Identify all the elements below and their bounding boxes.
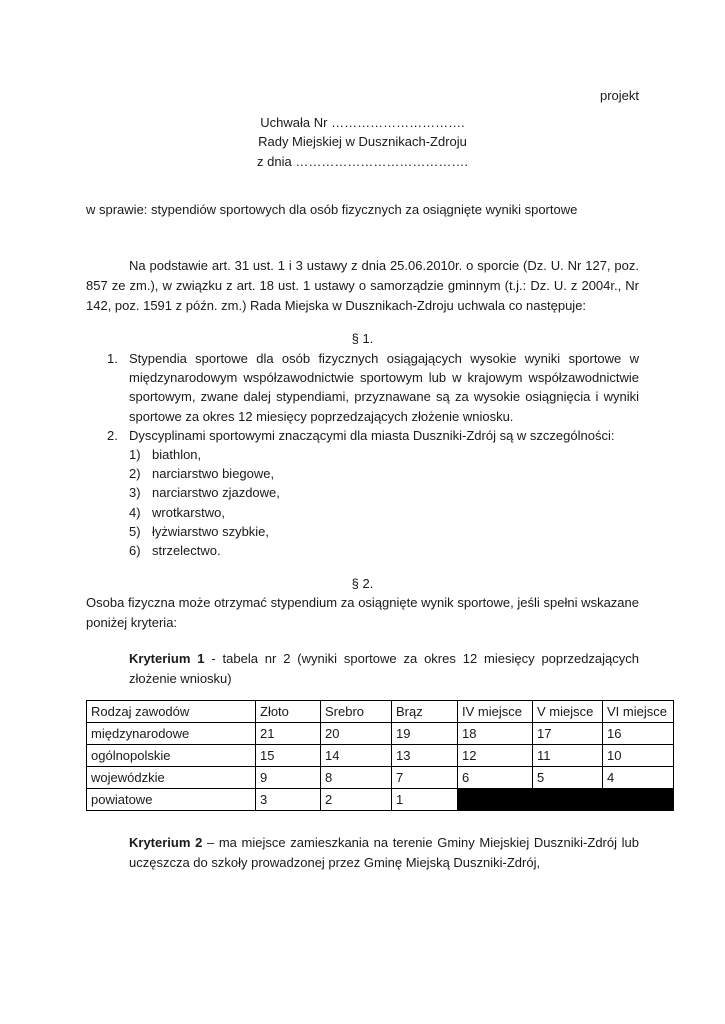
table-cell: 20 bbox=[321, 723, 392, 745]
discipline-text: wrotkarstwo, bbox=[152, 504, 225, 520]
discipline-text: biathlon, bbox=[152, 447, 202, 463]
table-cell: 5 bbox=[533, 767, 603, 789]
table-cell: 2 bbox=[321, 789, 392, 811]
table-cell: 15 bbox=[256, 745, 321, 767]
table-cell: 18 bbox=[458, 723, 533, 745]
table-cell: 4 bbox=[603, 767, 674, 789]
discipline-item bbox=[86, 522, 639, 541]
table-cell: 10 bbox=[603, 745, 674, 767]
table-cell: ogólnopolskie bbox=[87, 745, 256, 767]
legal-basis-paragraph: Na podstawie art. 31 ust. 1 i 3 ustawy z dnia 25.06.2010r. o sporcie (Dz. U. Nr 127, poz. 857 ze zm.), w związku z art. 18 ust. 1 ustawy o samorządzie gminnym (t.j.: Dz. U. z 2004r., Nr 142, poz. 1591 z późn. zm.) Rada Miejska w Dusznikach-Zdroju uchwala co następuje: bbox=[86, 258, 639, 313]
discipline-number: 5) bbox=[129, 523, 141, 539]
discipline-number: 4) bbox=[129, 504, 141, 520]
discipline-text: narciarstwo zjazdowe, bbox=[152, 485, 280, 501]
criterion-1-text: - tabela nr 2 (wyniki sportowe za okres 12 miesięcy poprzedzających złożenie wniosku) bbox=[129, 651, 640, 686]
table-cell: powiatowe bbox=[87, 789, 256, 811]
list-item-number: 2. bbox=[107, 427, 118, 443]
table-cell: 1 bbox=[392, 789, 458, 811]
list-item-text: Dyscyplinami sportowymi znaczącymi dla miasta Duszniki-Zdrój są w szczególności: bbox=[129, 427, 615, 443]
table-cell-blacked-out bbox=[603, 789, 674, 811]
table-header-cell: VI miejsce bbox=[603, 701, 674, 723]
council-name: Rady Miejskiej w Dusznikach-Zdroju bbox=[258, 134, 467, 149]
table-row bbox=[87, 767, 674, 789]
table-header-row bbox=[87, 701, 674, 723]
table-cell: 8 bbox=[321, 767, 392, 789]
table-row bbox=[87, 723, 674, 745]
table-cell: wojewódzkie bbox=[87, 767, 256, 789]
section-1-heading: § 1. bbox=[351, 331, 374, 346]
discipline-item bbox=[86, 483, 639, 502]
table-header-cell: Złoto bbox=[256, 701, 321, 723]
list-item bbox=[86, 426, 639, 445]
section-2-heading: § 2. bbox=[351, 576, 374, 591]
table-cell: 19 bbox=[392, 723, 458, 745]
discipline-text: łyżwiarstwo szybkie, bbox=[152, 523, 270, 539]
table-cell: 3 bbox=[256, 789, 321, 811]
discipline-text: narciarstwo biegowe, bbox=[152, 466, 275, 482]
table-cell: 14 bbox=[321, 745, 392, 767]
list-item-number: 1. bbox=[107, 351, 118, 366]
table-cell: 9 bbox=[256, 767, 321, 789]
table-header-cell: Rodzaj zawodów bbox=[87, 701, 256, 723]
table-cell: 6 bbox=[458, 767, 533, 789]
table-header-cell: V miejsce bbox=[533, 701, 603, 723]
resolution-number: Uchwała Nr …………………………. bbox=[260, 115, 465, 130]
table-cell: 7 bbox=[392, 767, 458, 789]
table-header-cell: Brąz bbox=[392, 701, 458, 723]
table-cell: 11 bbox=[533, 745, 603, 767]
table-cell: 16 bbox=[603, 723, 674, 745]
discipline-item bbox=[86, 541, 639, 560]
resolution-subject: w sprawie: stypendiów sportowych dla osób fizycznych za osiągnięte wyniki sportowe bbox=[86, 202, 578, 217]
discipline-number: 6) bbox=[129, 543, 141, 559]
projekt-label: projekt bbox=[600, 88, 640, 103]
discipline-number: 1) bbox=[129, 447, 141, 463]
resolution-date: z dnia …………………………………. bbox=[257, 154, 468, 169]
table-header-cell: IV miejsce bbox=[458, 701, 533, 723]
criterion-2 bbox=[129, 833, 639, 873]
table-cell-blacked-out bbox=[458, 789, 533, 811]
table-row bbox=[87, 789, 674, 811]
table-cell: 21 bbox=[256, 723, 321, 745]
discipline-number: 3) bbox=[129, 485, 141, 501]
table-cell: 13 bbox=[392, 745, 458, 767]
points-table bbox=[86, 700, 674, 811]
table-row bbox=[87, 745, 674, 767]
table-cell: 12 bbox=[458, 745, 533, 767]
criterion-1-label: Kryterium 1 bbox=[129, 651, 205, 666]
section-1-list bbox=[86, 349, 639, 560]
discipline-item bbox=[86, 464, 639, 483]
list-item bbox=[86, 349, 639, 426]
criterion-2-label: Kryterium 2 bbox=[129, 835, 203, 850]
table-cell: 17 bbox=[533, 723, 603, 745]
table-cell: międzynarodowe bbox=[87, 723, 256, 745]
discipline-text: strzelectwo. bbox=[152, 543, 221, 559]
list-item-text: Stypendia sportowe dla osób fizycznych osiągających wysokie wyniki sportowe w międzynarodowym współzawodnictwie sportowym lub w krajowym współzawodnictwie sportowym, zwane dalej stypendiami, przyznawane są za wysokie osiągnięcia i wyniki sportowe za okres 12 miesięcy poprzedzających złożenie wniosku. bbox=[129, 351, 639, 424]
discipline-item bbox=[86, 445, 639, 464]
discipline-item bbox=[86, 503, 639, 522]
section-2-intro: Osoba fizyczna może otrzymać stypendium za osiągnięte wynik sportowe, jeśli spełni wskazane poniżej kryteria: bbox=[86, 595, 639, 630]
criterion-1 bbox=[129, 649, 639, 689]
criterion-2-text: – ma miejsce zamieszkania na terenie Gminy Miejskiej Duszniki-Zdrój lub uczęszcza do szkoły prowadzonej przez Gminę Miejską Duszniki-Zdrój, bbox=[129, 835, 639, 870]
table-cell-blacked-out bbox=[533, 789, 603, 811]
discipline-number: 2) bbox=[129, 466, 141, 482]
table-header-cell: Srebro bbox=[321, 701, 392, 723]
